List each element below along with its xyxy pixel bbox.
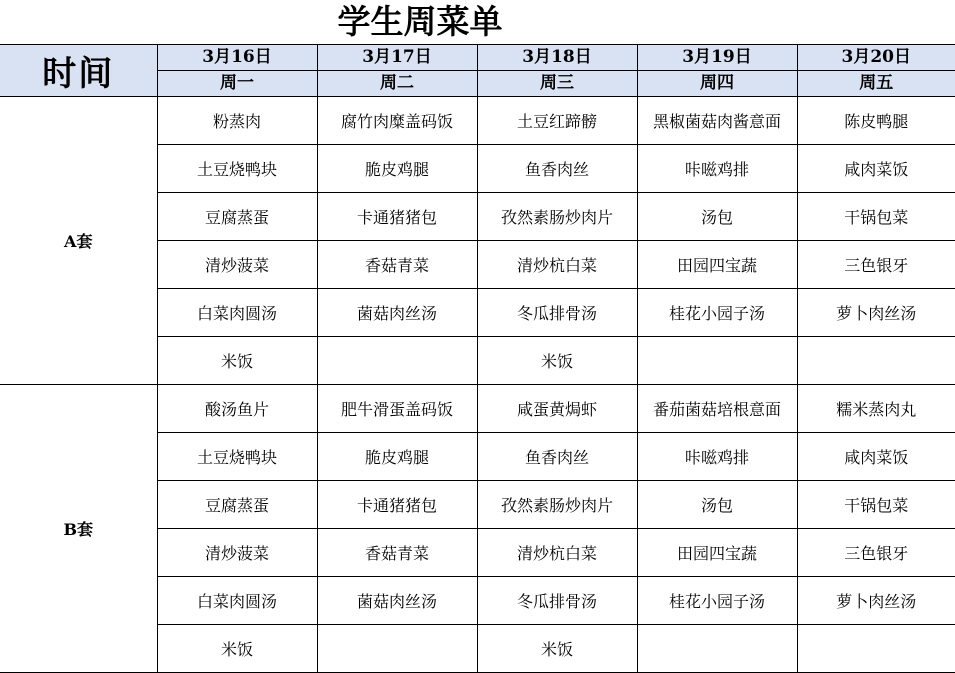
dish-cell: 腐竹肉糜盖码饭 bbox=[317, 97, 477, 145]
date-header-thu: 3月19日 bbox=[637, 45, 797, 71]
dish-cell: 萝卜肉丝汤 bbox=[797, 289, 955, 337]
menu-title: 学生周菜单 bbox=[337, 2, 503, 41]
dish-cell: 卡通猪猪包 bbox=[317, 193, 477, 241]
dish-cell: 桂花小园子汤 bbox=[637, 577, 797, 625]
dish-cell: 白菜肉圆汤 bbox=[157, 289, 317, 337]
dish-cell: 米饭 bbox=[477, 625, 637, 673]
dish-cell: 陈皮鸭腿 bbox=[797, 97, 955, 145]
dish-cell: 干锅包菜 bbox=[797, 481, 955, 529]
dish-cell: 三色银牙 bbox=[797, 529, 955, 577]
dish-cell: 桂花小园子汤 bbox=[637, 289, 797, 337]
dish-cell: 冬瓜排骨汤 bbox=[477, 577, 637, 625]
dish-cell: 清炒杭白菜 bbox=[477, 241, 637, 289]
dish-cell bbox=[797, 625, 955, 673]
dish-cell: 孜然素肠炒肉片 bbox=[477, 481, 637, 529]
dish-cell: 菌菇肉丝汤 bbox=[317, 577, 477, 625]
dish-cell: 田园四宝蔬 bbox=[637, 529, 797, 577]
dish-cell: 酸汤鱼片 bbox=[157, 385, 317, 433]
dish-cell: 鱼香肉丝 bbox=[477, 433, 637, 481]
dish-cell: 三色银牙 bbox=[797, 241, 955, 289]
dish-cell: 土豆烧鸭块 bbox=[157, 145, 317, 193]
dish-cell bbox=[797, 337, 955, 385]
weekday-header-thu: 周四 bbox=[637, 71, 797, 97]
dish-cell bbox=[637, 337, 797, 385]
dish-cell: 咸肉菜饭 bbox=[797, 433, 955, 481]
weekday-header-mon: 周一 bbox=[157, 71, 317, 97]
dish-cell: 清炒菠菜 bbox=[157, 529, 317, 577]
dish-cell: 干锅包菜 bbox=[797, 193, 955, 241]
dish-cell: 脆皮鸡腿 bbox=[317, 433, 477, 481]
date-header-row bbox=[0, 45, 955, 71]
date-header-wed: 3月18日 bbox=[477, 45, 637, 71]
dish-cell: 香菇青菜 bbox=[317, 241, 477, 289]
dish-cell: 米饭 bbox=[157, 625, 317, 673]
weekday-header-fri: 周五 bbox=[797, 71, 955, 97]
dish-cell: 肥牛滑蛋盖码饭 bbox=[317, 385, 477, 433]
dish-cell bbox=[317, 625, 477, 673]
dish-cell bbox=[637, 625, 797, 673]
dish-cell: 汤包 bbox=[637, 481, 797, 529]
dish-cell: 冬瓜排骨汤 bbox=[477, 289, 637, 337]
dish-cell: 清炒杭白菜 bbox=[477, 529, 637, 577]
table-row bbox=[0, 385, 955, 433]
dish-cell: 菌菇肉丝汤 bbox=[317, 289, 477, 337]
dish-cell bbox=[317, 337, 477, 385]
table-row bbox=[0, 97, 955, 145]
date-header-fri: 3月20日 bbox=[797, 45, 955, 71]
dish-cell: 豆腐蒸蛋 bbox=[157, 193, 317, 241]
weekday-header-wed: 周三 bbox=[477, 71, 637, 97]
dish-cell: 白菜肉圆汤 bbox=[157, 577, 317, 625]
dish-cell: 番茄菌菇培根意面 bbox=[637, 385, 797, 433]
time-header: 时间 bbox=[0, 45, 157, 97]
dish-cell: 脆皮鸡腿 bbox=[317, 145, 477, 193]
dish-cell: 米饭 bbox=[157, 337, 317, 385]
dish-cell: 土豆红蹄髈 bbox=[477, 97, 637, 145]
dish-cell: 糯米蒸肉丸 bbox=[797, 385, 955, 433]
weekday-header-tue: 周二 bbox=[317, 71, 477, 97]
dish-cell: 香菇青菜 bbox=[317, 529, 477, 577]
weekly-menu-table bbox=[0, 44, 955, 673]
dish-cell: 咸肉菜饭 bbox=[797, 145, 955, 193]
dish-cell: 咸蛋黄焗虾 bbox=[477, 385, 637, 433]
dish-cell: 汤包 bbox=[637, 193, 797, 241]
dish-cell: 田园四宝蔬 bbox=[637, 241, 797, 289]
set-label: B套 bbox=[0, 385, 157, 673]
date-header-mon: 3月16日 bbox=[157, 45, 317, 71]
dish-cell: 萝卜肉丝汤 bbox=[797, 577, 955, 625]
dish-cell: 孜然素肠炒肉片 bbox=[477, 193, 637, 241]
set-label: A套 bbox=[0, 97, 157, 385]
dish-cell: 豆腐蒸蛋 bbox=[157, 481, 317, 529]
dish-cell: 咔嗞鸡排 bbox=[637, 145, 797, 193]
dish-cell: 粉蒸肉 bbox=[157, 97, 317, 145]
dish-cell: 清炒菠菜 bbox=[157, 241, 317, 289]
dish-cell: 卡通猪猪包 bbox=[317, 481, 477, 529]
dish-cell: 米饭 bbox=[477, 337, 637, 385]
dish-cell: 鱼香肉丝 bbox=[477, 145, 637, 193]
date-header-tue: 3月17日 bbox=[317, 45, 477, 71]
dish-cell: 黑椒菌菇肉酱意面 bbox=[637, 97, 797, 145]
dish-cell: 咔嗞鸡排 bbox=[637, 433, 797, 481]
menu-body bbox=[0, 97, 955, 673]
dish-cell: 土豆烧鸭块 bbox=[157, 433, 317, 481]
